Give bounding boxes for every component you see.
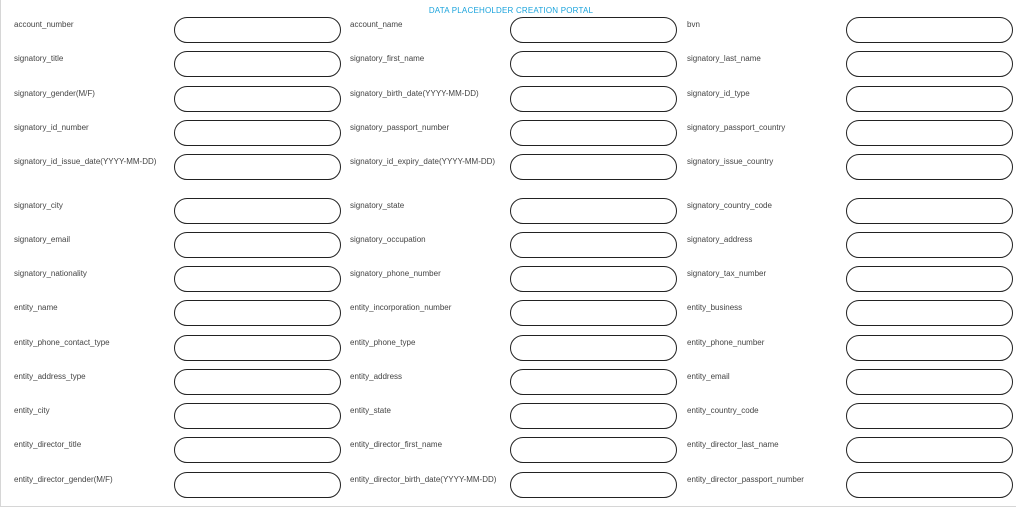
field-label: signatory_country_code: [687, 201, 772, 210]
field-label: signatory_nationality: [14, 269, 87, 278]
field-input[interactable]: [174, 51, 341, 77]
field-input[interactable]: [510, 472, 677, 498]
form-row: [0, 86, 1022, 112]
form-row: [0, 403, 1022, 429]
field-input[interactable]: [510, 120, 677, 146]
field-label: signatory_phone_number: [350, 269, 441, 278]
field-input[interactable]: [174, 266, 341, 292]
field-label: signatory_city: [14, 201, 63, 210]
field-input[interactable]: [174, 198, 341, 224]
field-input[interactable]: [510, 437, 677, 463]
field-label: signatory_last_name: [687, 54, 761, 63]
field-input[interactable]: [846, 17, 1013, 43]
field-label: account_number: [14, 20, 74, 29]
form-row: [0, 369, 1022, 395]
field-label: entity_country_code: [687, 406, 759, 415]
field-label: entity_director_gender(M/F): [14, 475, 113, 484]
field-label: entity_address: [350, 372, 403, 381]
form-row: [0, 300, 1022, 326]
field-label: entity_director_birth_date(YYYY-MM-DD): [350, 475, 497, 484]
field-input[interactable]: [846, 300, 1013, 326]
form-row: [0, 335, 1022, 361]
field-label: signatory_id_number: [14, 123, 89, 132]
field-label: signatory_tax_number: [687, 269, 767, 278]
form-row: [0, 154, 1022, 180]
field-label: signatory_first_name: [350, 54, 425, 63]
field-input[interactable]: [174, 86, 341, 112]
field-label: signatory_passport_country: [687, 123, 786, 132]
field-label: entity_business: [687, 303, 743, 312]
field-input[interactable]: [846, 198, 1013, 224]
field-input[interactable]: [510, 403, 677, 429]
field-label: entity_phone_type: [350, 338, 416, 347]
field-label: signatory_id_issue_date(YYYY-MM-DD): [14, 157, 157, 166]
field-input[interactable]: [846, 403, 1013, 429]
form-row: [0, 232, 1022, 258]
field-input[interactable]: [174, 300, 341, 326]
field-input[interactable]: [510, 266, 677, 292]
field-label: entity_director_passport_number: [687, 475, 804, 484]
field-input[interactable]: [510, 17, 677, 43]
field-input[interactable]: [174, 232, 341, 258]
field-input[interactable]: [846, 266, 1013, 292]
field-input[interactable]: [510, 300, 677, 326]
field-label: entity_phone_number: [687, 338, 765, 347]
field-input[interactable]: [174, 403, 341, 429]
field-input[interactable]: [174, 472, 341, 498]
field-label: entity_director_first_name: [350, 440, 443, 449]
field-input[interactable]: [846, 335, 1013, 361]
field-label: entity_city: [14, 406, 50, 415]
field-input[interactable]: [174, 17, 341, 43]
field-label: signatory_id_expiry_date(YYYY-MM-DD): [350, 157, 496, 166]
field-label: signatory_address: [687, 235, 753, 244]
field-label: signatory_gender(M/F): [14, 89, 95, 98]
field-label: entity_phone_contact_type: [14, 338, 110, 347]
field-input[interactable]: [510, 154, 677, 180]
portal-title: DATA PLACEHOLDER CREATION PORTAL: [428, 6, 594, 15]
field-input[interactable]: [510, 51, 677, 77]
field-input[interactable]: [174, 154, 341, 180]
field-label: entity_director_title: [14, 440, 82, 449]
field-label: signatory_state: [350, 201, 405, 210]
field-input[interactable]: [174, 437, 341, 463]
field-input[interactable]: [174, 120, 341, 146]
field-input[interactable]: [846, 472, 1013, 498]
form-row: [0, 198, 1022, 224]
field-input[interactable]: [510, 335, 677, 361]
field-label: signatory_title: [14, 54, 64, 63]
field-input[interactable]: [510, 232, 677, 258]
field-input[interactable]: [174, 335, 341, 361]
field-input[interactable]: [846, 232, 1013, 258]
field-label: signatory_passport_number: [350, 123, 450, 132]
field-input[interactable]: [846, 154, 1013, 180]
form-row: [0, 17, 1022, 43]
field-input[interactable]: [846, 120, 1013, 146]
field-input[interactable]: [510, 198, 677, 224]
field-label: signatory_occupation: [350, 235, 426, 244]
field-label: entity_name: [14, 303, 58, 312]
field-input[interactable]: [510, 86, 677, 112]
field-label: account_name: [350, 20, 403, 29]
field-label: entity_incorporation_number: [350, 303, 452, 312]
field-label: entity_director_last_name: [687, 440, 779, 449]
field-input[interactable]: [846, 437, 1013, 463]
field-label: entity_state: [350, 406, 391, 415]
field-label: bvn: [687, 20, 700, 29]
form-row: [0, 472, 1022, 498]
field-input[interactable]: [846, 51, 1013, 77]
form-row: [0, 51, 1022, 77]
form-row: [0, 120, 1022, 146]
field-input[interactable]: [174, 369, 341, 395]
field-label: signatory_id_type: [687, 89, 750, 98]
field-input[interactable]: [846, 86, 1013, 112]
field-label: entity_address_type: [14, 372, 86, 381]
field-label: signatory_birth_date(YYYY-MM-DD): [350, 89, 479, 98]
field-input[interactable]: [846, 369, 1013, 395]
form-row: [0, 437, 1022, 463]
field-input[interactable]: [510, 369, 677, 395]
form-row: [0, 266, 1022, 292]
field-label: entity_email: [687, 372, 730, 381]
field-label: signatory_issue_country: [687, 157, 774, 166]
field-label: signatory_email: [14, 235, 71, 244]
